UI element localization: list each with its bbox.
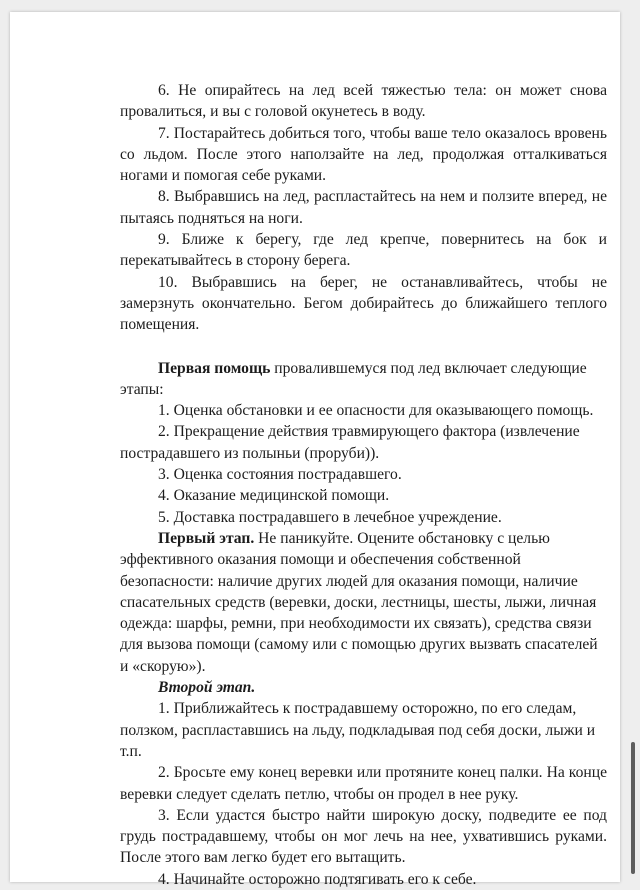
paragraph-gap xyxy=(120,336,607,358)
rule-8: 8. Выбравшись на лед, распластайтесь на нем и ползите вперед, не пытаясь подняться на ноги. xyxy=(120,188,607,227)
rule-10: 10. Выбравшись на берег, не останавливайтесь, чтобы не замерзнуть окончательно. Бегом добирайтесь до ближайшего теплого помещения. xyxy=(120,273,607,334)
stage-list-item: 2. Прекращение действия травмирующего фактора (извлечение пострадавшего из полыньи (проруби)). xyxy=(120,423,580,462)
stage-2-item: 1. Приближайтесь к пострадавшему осторожно, по его следам, ползком, распластавшись на льду, подкладывая под себя доски, лыжи и т.п. xyxy=(120,700,596,760)
stage-2-heading: Второй этап. xyxy=(158,679,256,697)
stage-1-paragraph xyxy=(120,528,607,677)
document-body xyxy=(120,80,607,890)
document-page xyxy=(10,12,620,888)
first-aid-intro xyxy=(120,358,607,401)
scrollbar-thumb[interactable] xyxy=(631,742,635,874)
stage-2-item: 2. Бросьте ему конец веревки или протяните конец палки. На конце веревки следует сделать петлю, чтобы он продел в нее руку. xyxy=(120,764,607,803)
stage-1-heading: Первый этап. xyxy=(158,529,255,547)
rule-9: 9. Ближе к берегу, где лед крепче, повернитесь на бок и перекатывайтесь в сторону берега. xyxy=(120,231,607,270)
first-aid-intro-text: провалившемуся под лед включает следующие этапы: xyxy=(120,359,587,398)
stage-2-heading-line xyxy=(120,677,607,698)
rule-6: 6. Не опирайтесь на лед всей тяжестью тела: он может снова провалиться, и вы с головой окунетесь в воду. xyxy=(120,82,607,121)
stage-1-text: Не паникуйте. Оцените обстановку с целью эффективного оказания помощи и обеспечения собственной безопасности: наличие других людей для оказания помощи, наличие спасательных средств (веревки, доски, лестницы, шесты, лыжи, личная одежда: шарфы, ремни, при необходимости их связать), средства связи для вызова помощи (самому или с помощью других вызвать спасателей и «скорую»). xyxy=(120,529,598,675)
stage-list-item: 5. Доставка пострадавшего в лечебное учреждение. xyxy=(158,508,502,526)
stage-2-item: 3. Если удастся быстро найти широкую доску, подведите ее под грудь пострадавшему, чтобы он мог лечь на нее, ухватившись руками. После этого вам легко будет его вытащить. xyxy=(120,806,607,867)
rule-7: 7. Постарайтесь добиться того, чтобы ваше тело оказалось вровень со льдом. После этого наползайте на лед, продолжая отталкиваться ногами и помогая себе руками. xyxy=(120,124,607,185)
first-aid-heading: Первая помощь xyxy=(158,359,271,377)
stage-2-item: 4. Начинайте осторожно подтягивать его к себе. xyxy=(158,870,477,888)
stage-list-item: 3. Оценка состояния пострадавшего. xyxy=(158,466,402,484)
stage-list-item: 4. Оказание медицинской помощи. xyxy=(158,487,390,505)
stage-list-item: 1. Оценка обстановки и ее опасности для оказывающего помощь. xyxy=(158,402,594,420)
